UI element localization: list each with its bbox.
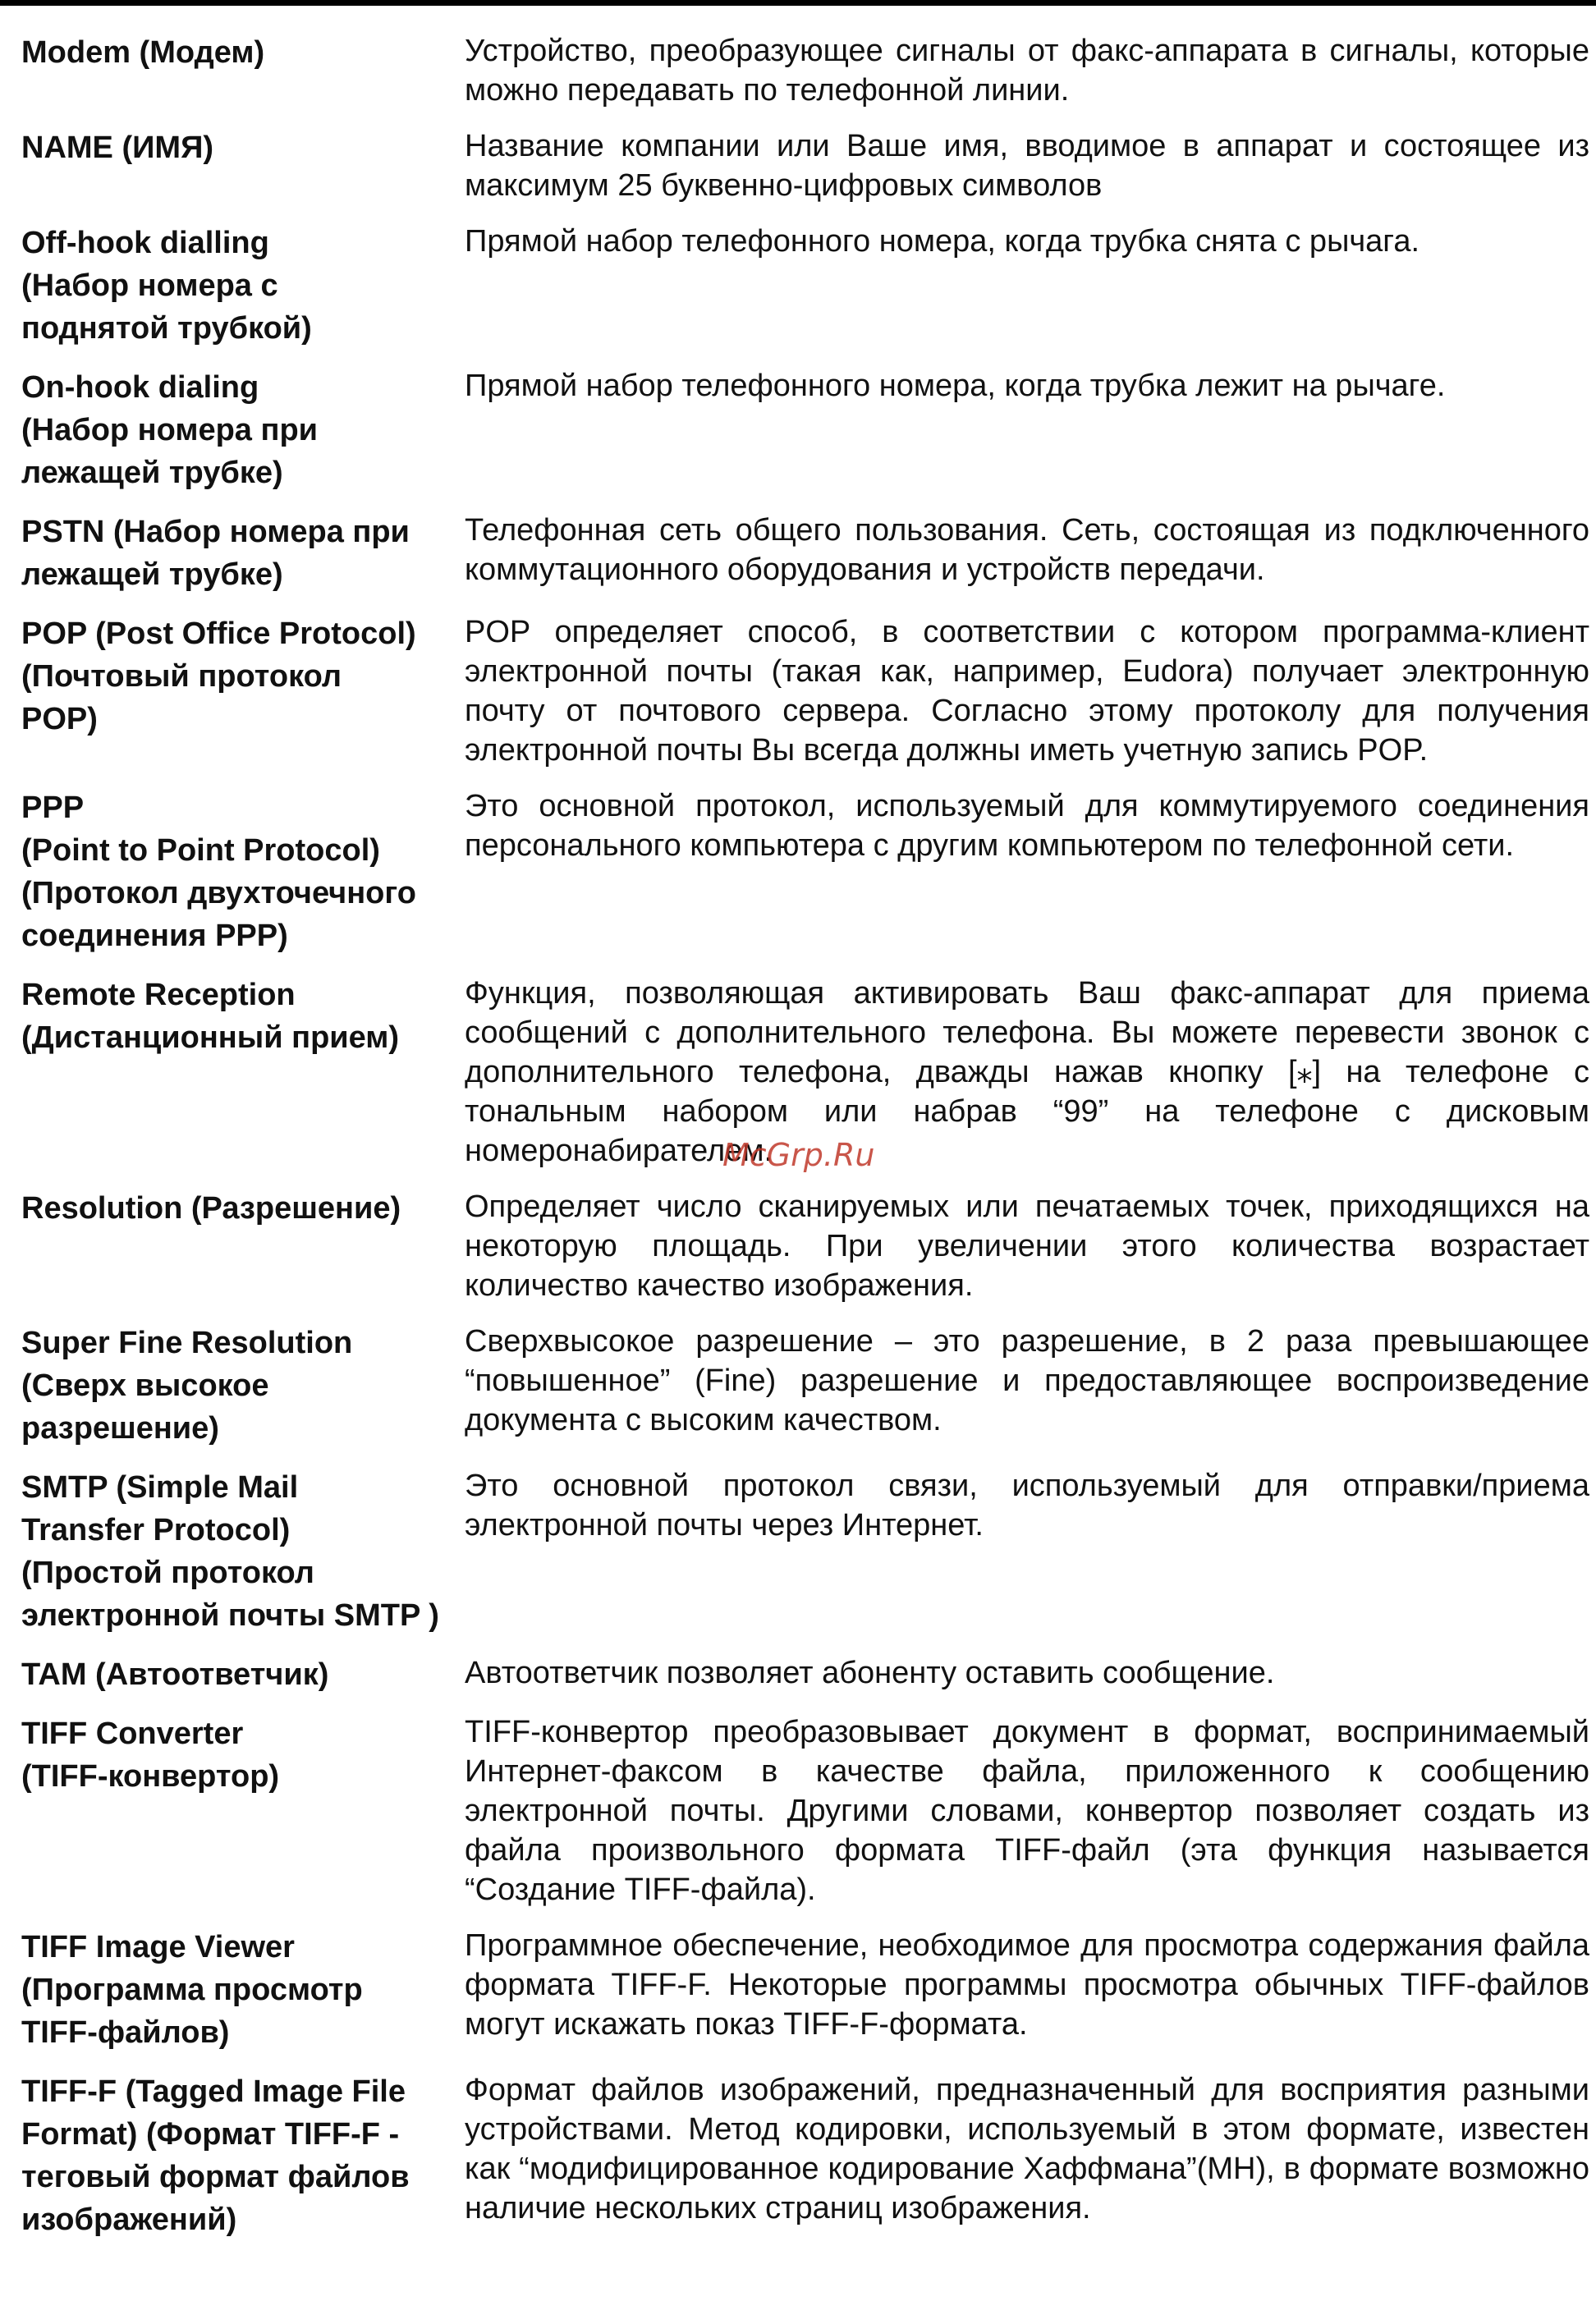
- glossary-entry-on-hook: [21, 366, 1589, 494]
- watermark: McGrp.Ru: [722, 1137, 875, 1173]
- glossary-entry-tam: [21, 1653, 1589, 1696]
- glossary-entry-super-fine: [21, 1322, 1589, 1450]
- definition: Телефонная сеть общего пользования. Сеть, состоящая из подключенного коммутационного оборудования и устройств передачи.: [465, 513, 1589, 587]
- definition: Это основной протокол связи, используемый для отправки/приема электронной почты через Интернет.: [465, 1469, 1589, 1542]
- definition: Устройство, преобразующее сигналы от факс-аппарата в сигналы, которые можно передавать по телефонной линии.: [465, 34, 1589, 108]
- definition: Определяет число сканируемых или печатаемых точек, приходящихся на некоторую площадь. При увеличении этого количества возрастает количество качество изображения.: [465, 1190, 1589, 1303]
- term: TIFF Image Viewer (Программа просмотр TIFF-файлов): [21, 1930, 363, 2050]
- term: POP (Post Office Protocol) (Почтовый протокол POP): [21, 617, 416, 736]
- definition: TIFF-конвертор преобразовывает документ в формат, воспринимаемый Интернет-факсом в качестве файла, приложенного к сообщению электронной почты. Другими словами, конвертор позволяет создать из файла произвольного формата TIFF-файл (эта функция называется “Создание TIFF-файла).: [465, 1715, 1589, 1907]
- glossary-entry-smtp: [21, 1466, 1589, 1637]
- glossary-entry-modem: [21, 31, 1589, 110]
- glossary-entry-tiff-f: [21, 2070, 1589, 2241]
- term: Resolution (Разрешение): [21, 1191, 401, 1226]
- definition: Программное обеспечение, необходимое для просмотра содержания файла формата TIFF-F. Некоторые программы просмотра обычных TIFF-файлов могут искажать показ TIFF-F-формата.: [465, 1928, 1589, 2042]
- definition: Это основной протокол, используемый для коммутируемого соединения персонального компьютера с другим компьютером по телефонной сети.: [465, 789, 1589, 863]
- term: PSTN (Набор номера при лежащей трубке): [21, 515, 410, 592]
- glossary-entry-resolution: [21, 1187, 1589, 1305]
- glossary-entry-off-hook: [21, 222, 1589, 350]
- term: Modem (Модем): [21, 35, 265, 70]
- definition: Прямой набор телефонного номера, когда трубка снята с рычага.: [465, 224, 1420, 259]
- term: NAME (ИМЯ): [21, 131, 214, 165]
- term: SMTP (Simple Mail Transfer Protocol) (Простой протокол электронной почты SMTP ): [21, 1470, 439, 1633]
- term: TIFF-F (Tagged Image File Format) (Формат TIFF-F - теговый формат файлов изображений): [21, 2074, 410, 2237]
- definition: Функция, позволяющая активировать Ваш факс-аппарат для приема сообщений с дополнительного телефона. Вы можете перевести звонок с дополнительного телефона, дважды нажав кнопку [⁎] на телефоне с тональным набором или набрав “99” на телефоне с дисковым номеронабирателем.: [465, 976, 1589, 1168]
- definition: Прямой набор телефонного номера, когда трубка лежит на рычаге.: [465, 369, 1446, 403]
- definition: Сверхвысокое разрешение – это разрешение, в 2 раза превышающее “повышенное” (Fine) разрешение и предоставляющее воспроизведение документа с высоким качеством.: [465, 1324, 1589, 1437]
- term: TIFF Converter (TIFF-конвертор): [21, 1717, 280, 1794]
- term: On-hook dialing (Набор номера при лежащей трубке): [21, 370, 319, 490]
- definition: Автоответчик позволяет абоненту оставить сообщение.: [465, 1656, 1275, 1690]
- glossary-entry-ppp: [21, 786, 1589, 957]
- term: Remote Reception (Дистанционный прием): [21, 978, 400, 1055]
- glossary-entry-name: [21, 126, 1589, 205]
- definition: POP определяет способ, в соответствии с котором программа-клиент электронной почты (такая как, например, Eudora) получает электронную почту от почтового сервера. Согласно этому протоколу для получения электронной почты Вы всегда должны иметь учетную запись POP.: [465, 615, 1589, 768]
- top-rule: [0, 0, 1596, 6]
- term: TAM (Автоответчик): [21, 1657, 329, 1692]
- term: PPP (Point to Point Protocol) (Протокол двухточечного соединения PPP): [21, 791, 416, 953]
- glossary-entry-pop: [21, 612, 1589, 770]
- glossary-entry-tiff-viewer: [21, 1926, 1589, 2054]
- glossary-entry-tiff-converter: [21, 1712, 1589, 1909]
- definition: Название компании или Ваше имя, вводимое в аппарат и состоящее из максимум 25 буквенно-цифровых символов: [465, 129, 1589, 203]
- term: Off-hook dialling (Набор номера с поднятой трубкой): [21, 226, 312, 346]
- term: Super Fine Resolution (Сверх высокое разрешение): [21, 1326, 353, 1446]
- glossary-entry-pstn: [21, 511, 1589, 596]
- definition: Формат файлов изображений, предназначенный для восприятия разными устройствами. Метод кодировки, используемый в этом формате, известен как “модифицированное кодирование Хаффмана”(MH), в формате возможно наличие нескольких страниц изображения.: [465, 2073, 1589, 2225]
